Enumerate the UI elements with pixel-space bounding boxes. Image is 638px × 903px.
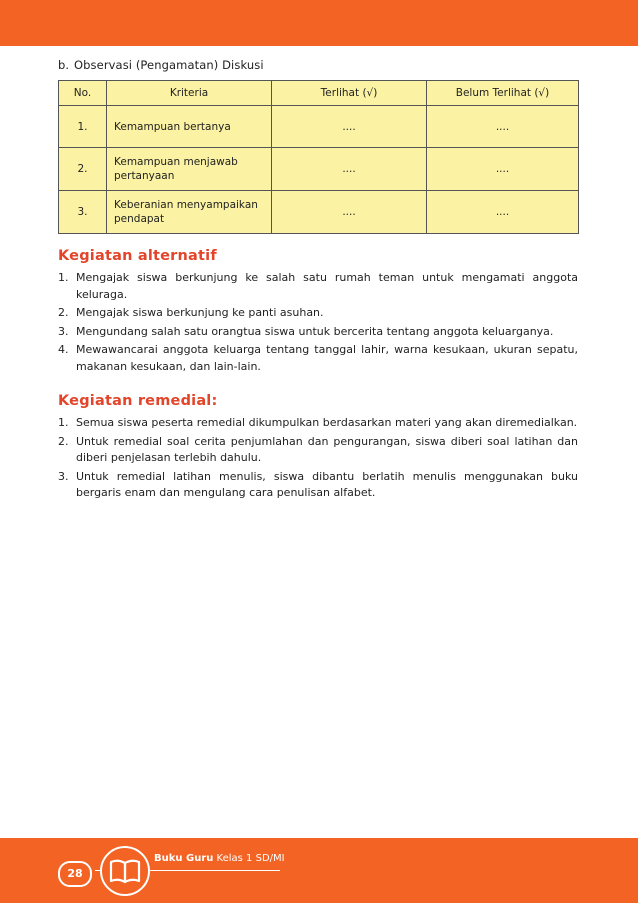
header-criteria: Kriteria <box>107 81 272 106</box>
footer-book-bold: Buku Guru <box>154 853 214 864</box>
list-item <box>58 469 578 502</box>
list-item <box>58 270 578 303</box>
item-number: 3. <box>58 324 69 338</box>
observation-table <box>58 80 579 234</box>
list-item <box>58 342 578 375</box>
row-criteria: Keberanian menyampaikan pendapat <box>107 191 272 234</box>
table-row <box>59 106 579 148</box>
remedial-list <box>58 415 578 502</box>
alternative-heading: Kegiatan alternatif <box>58 248 217 264</box>
item-text: Mewawancarai anggota keluarga tentang tanggal lahir, warna kesukaan, ukuran sepatu, makanan kesukaan, dan lain-lain. <box>76 343 578 373</box>
item-text: Untuk remedial soal cerita penjumlahan dan pengurangan, siswa diberi soal latihan dan diberi penjelasan terlebih dahulu. <box>76 434 578 464</box>
row-criteria: Kemampuan menjawab pertanyaan <box>107 148 272 191</box>
item-text: Untuk remedial latihan menulis, siswa dibantu berlatih menulis menggunakan buku bergaris enam dan mengulang cara penulisan alfabet. <box>76 469 578 499</box>
top-band <box>0 0 638 46</box>
observation-title: Observasi (Pengamatan) Diskusi <box>74 58 264 72</box>
row-criteria: Kemampuan bertanya <box>107 106 272 148</box>
table-header-row <box>59 81 579 106</box>
remedial-heading: Kegiatan remedial: <box>58 393 218 409</box>
row-seen: .... <box>272 106 427 148</box>
list-item <box>58 415 578 432</box>
item-number: 1. <box>58 416 69 429</box>
item-text: Mengajak siswa berkunjung ke panti asuhan. <box>76 306 324 319</box>
header-seen: Terlihat (√) <box>272 81 427 106</box>
table-row <box>59 148 579 191</box>
header-no: No. <box>59 81 107 106</box>
footer-book-rest: Kelas 1 SD/MI <box>213 853 285 864</box>
item-number: 1. <box>58 271 69 284</box>
row-number: 1. <box>59 106 107 148</box>
row-number: 3. <box>59 191 107 234</box>
item-text: Mengundang salah satu orangtua siswa untuk bercerita tentang anggota keluarganya. <box>76 324 554 338</box>
item-number: 2. <box>58 434 69 448</box>
row-not-seen: .... <box>427 106 579 148</box>
row-seen: .... <box>272 191 427 234</box>
header-not-seen: Belum Terlihat (√) <box>427 81 579 106</box>
row-not-seen: .... <box>427 191 579 234</box>
alternative-list <box>58 270 578 375</box>
list-item <box>58 324 578 341</box>
item-text: Semua siswa peserta remedial dikumpulkan berdasarkan materi yang akan diremedialkan. <box>76 416 578 429</box>
item-text: Mengajak siswa berkunjung ke salah satu rumah teman untuk mengamati anggota keluraga. <box>76 271 578 301</box>
item-number: 4. <box>58 343 69 356</box>
item-number: 2. <box>58 306 69 319</box>
page-content <box>58 58 578 504</box>
row-not-seen: .... <box>427 148 579 191</box>
row-seen: .... <box>272 148 427 191</box>
item-number: 3. <box>58 469 69 483</box>
observation-marker: b. <box>58 58 70 72</box>
list-item <box>58 434 578 467</box>
book-icon <box>100 846 150 896</box>
page-number: 28 <box>58 861 92 887</box>
observation-heading <box>58 58 578 72</box>
table-row <box>59 191 579 234</box>
footer-book-title <box>154 853 285 864</box>
row-number: 2. <box>59 148 107 191</box>
list-item <box>58 305 578 322</box>
